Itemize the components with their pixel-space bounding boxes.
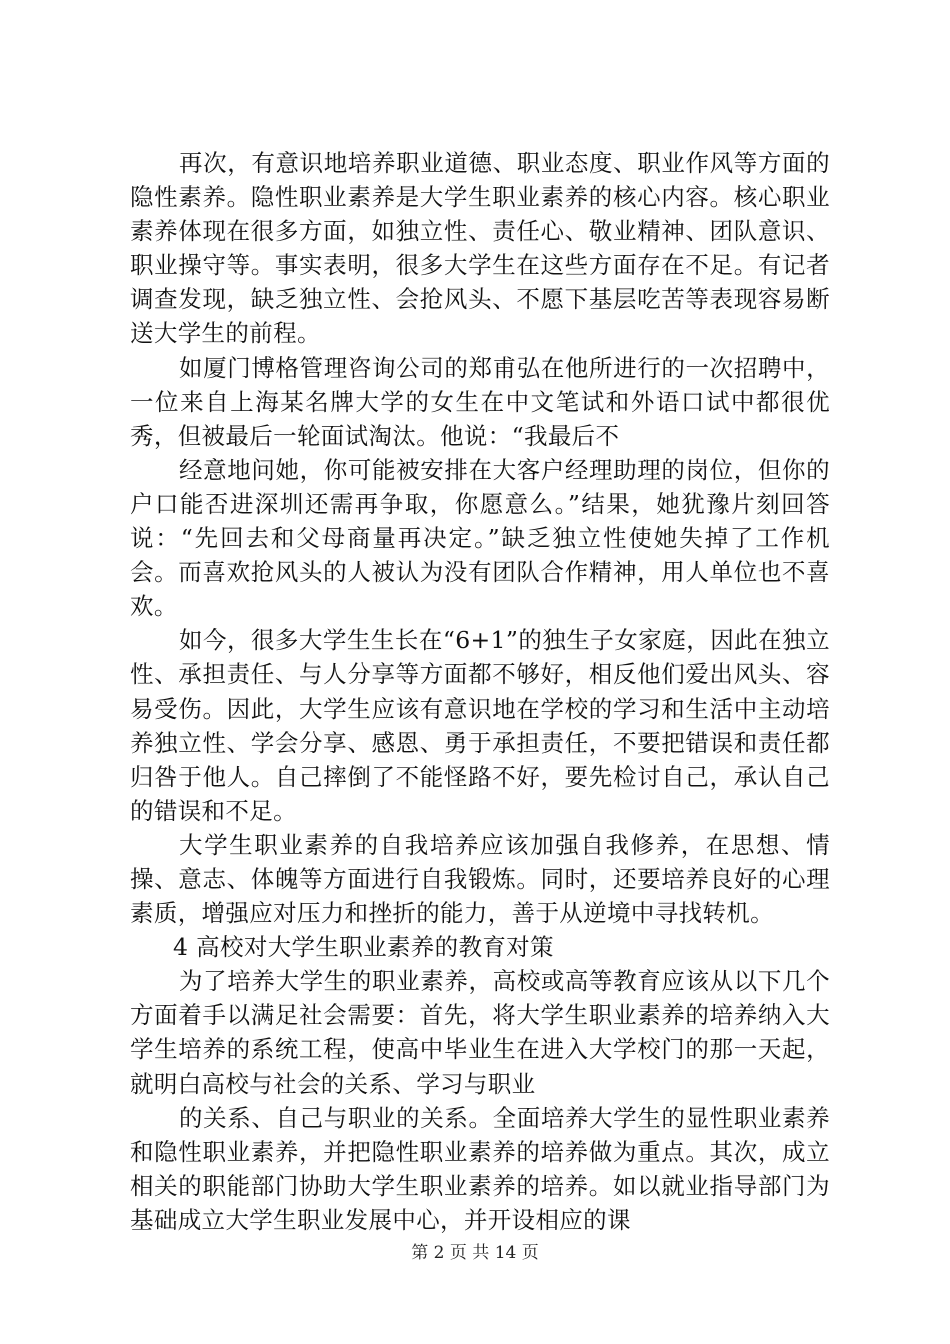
section-heading: 4 高校对大学生职业素养的教育对策: [173, 933, 554, 962]
paragraph-recruitment-continued: 经意地问她，你可能被安排在大客户经理助理的岗位，但你的户口能否进深圳还需再争取，你愿意么。”结果，她犹豫片刻回答说：“先回去和父母商量再决定。”缺乏独立性使她失掉了工作机会。而喜欢抢风头的人被认为没有团队合作精神，用人单位也不喜欢。: [130, 455, 830, 621]
paragraph-university-measures: 为了培养大学生的职业素养，高校或高等教育应该从以下几个方面着手以满足社会需要：首先，将大学生职业素养的培养纳入大学生培养的系统工程，使高中毕业生在进入大学校门的那一天起，就明白高校与社会的关系、学习与职业: [130, 967, 830, 1098]
paragraph-university-measures-continued: 的关系、自己与职业的关系。全面培养大学生的显性职业素养和隐性职业素养，并把隐性职业素养的培养做为重点。其次，成立相关的职能部门协助大学生职业素养的培养。如以就业指导部门为基础成立大学生职业发展中心，并开设相应的课: [130, 1103, 830, 1234]
document-body: [130, 146, 830, 1237]
paragraph-recruitment-example: 如厦门博格管理咨询公司的郑甫弘在他所进行的一次招聘中，一位来自上海某名牌大学的女生在中文笔试和外语口试中都很优秀，但被最后一轮面试淘汰。他说：“我最后不: [130, 353, 830, 450]
page-number-footer: 第 2 页 共 14 页: [411, 1243, 539, 1263]
paragraph-hidden-literacy: 再次，有意识地培养职业道德、职业态度、职业作风等方面的隐性素养。隐性职业素养是大学生职业素养的核心内容。核心职业素养体现在很多方面，如独立性、责任心、敬业精神、团队意识、职业操守等。事实表明，很多大学生在这些方面存在不足。有记者调查发现，缺乏独立性、会抢风头、不愿下基层吃苦等表现容易断送大学生的前程。: [130, 149, 830, 348]
paragraph-self-cultivation: 大学生职业素养的自我培养应该加强自我修养，在思想、情操、意志、体魄等方面进行自我锻炼。同时，还要培养良好的心理素质，增强应对压力和挫折的能力，善于从逆境中寻找转机。: [130, 830, 830, 928]
paragraph-only-child-families: 如今，很多大学生生长在“6+1”的独生子女家庭，因此在独立性、承担责任、与人分享等方面都不够好，相反他们爱出风头、容易受伤。因此，大学生应该有意识地在学校的学习和生活中主动培养独立性、学会分享、感恩、勇于承担责任，不要把错误和责任都归咎于他人。自己摔倒了不能怪路不好，要先检讨自己，承认自己的错误和不足。: [130, 626, 830, 825]
